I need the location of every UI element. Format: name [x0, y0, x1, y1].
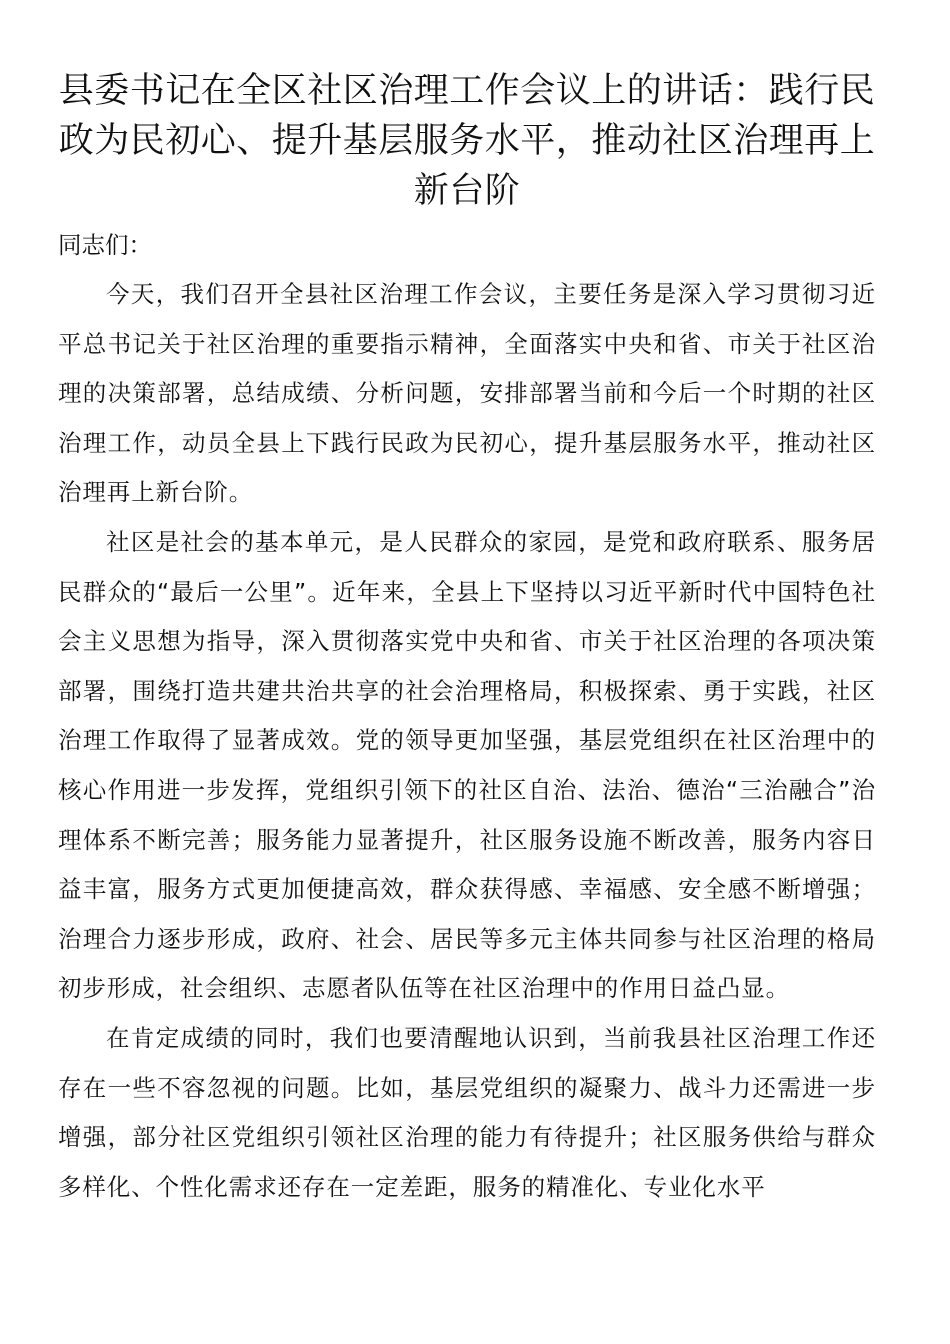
paragraph-opening: 今天，我们召开全县社区治理工作会议，主要任务是深入学习贯彻习近平总书记关于社区治理的重要指示精神，全面落实中央和省、市关于社区治理的决策部署，总结成绩、分析问题，安排部署当前和今后一个时期的社区治理工作，动员全县上下践行民政为民初心，提升基层服务水平，推动社区治理再上新台阶。: [58, 280, 876, 507]
document-page: [58, 66, 876, 1212]
document-title: 县委书记在全区社区治理工作会议上的讲话：践行民政为民初心、提升基层服务水平，推动社区治理再上新台阶: [58, 71, 876, 211]
salutation: 同志们：: [58, 231, 152, 259]
paragraph-achievements: 社区是社会的基本单元，是人民群众的家园，是党和政府联系、服务居民群众的“最后一公里”。近年来，全县上下坚持以习近平新时代中国特色社会主义思想为指导，深入贯彻落实党中央和省、市关于社区治理的各项决策部署，围绕打造共建共治共享的社会治理格局，积极探索、勇于实践，社区治理工作取得了显著成效。党的领导更加坚强，基层党组织在社区治理中的核心作用进一步发挥，党组织引领下的社区自治、法治、德治“三治融合”治理体系不断完善；服务能力显著提升，社区服务设施不断改善，服务内容日益丰富，服务方式更加便捷高效，群众获得感、幸福感、安全感不断增强；治理合力逐步形成，政府、社会、居民等多元主体共同参与社区治理的格局初步形成，社会组织、志愿者队伍等在社区治理中的作用日益凸显。: [58, 527, 876, 1003]
paragraph-problems: 在肯定成绩的同时，我们也要清醒地认识到，当前我县社区治理工作还存在一些不容忽视的问题。比如，基层党组织的凝聚力、战斗力还需进一步增强，部分社区党组织引领社区治理的能力有待提升；社区服务供给与群众多样化、个性化需求还存在一定差距，服务的精准化、专业化水平: [58, 1023, 876, 1201]
